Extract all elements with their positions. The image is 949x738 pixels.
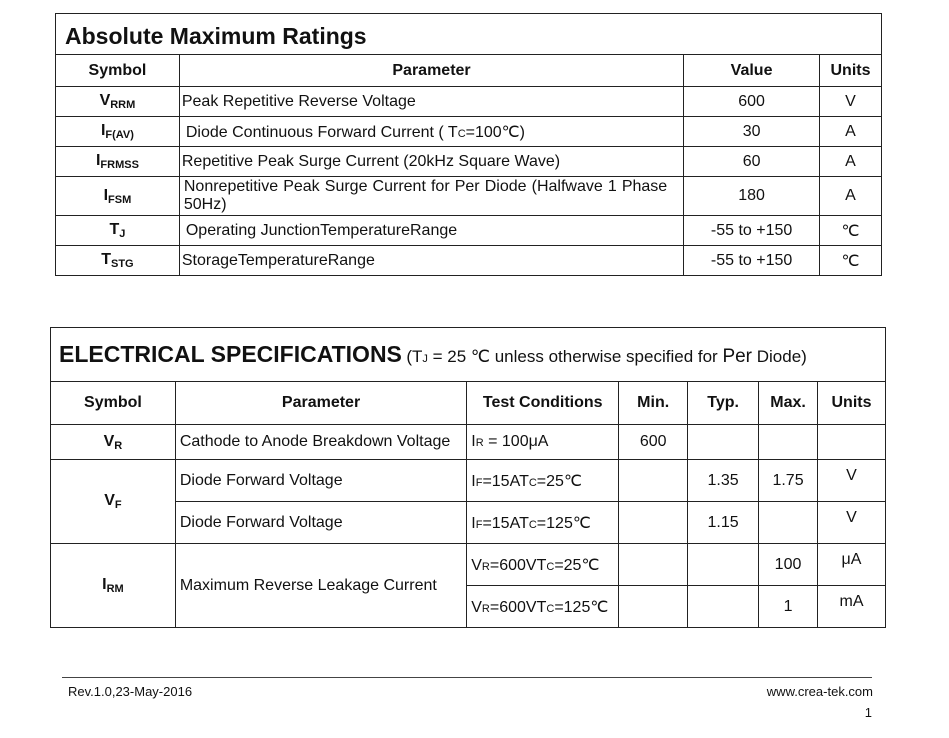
footer-divider [62,677,872,678]
typ-cell: 1.15 [688,502,759,544]
parameter-cell: Repetitive Peak Surge Current (20kHz Square Wave) [179,147,683,177]
parameter-cell: StorageTemperatureRange [179,246,683,276]
symbol-cell: $I_{FRMSS}$ [56,147,180,177]
absolute-maximum-ratings-table [55,13,882,276]
amr-header-symbol: Symbol [56,55,180,87]
symbol-cell: $V_F$ [51,460,176,544]
condition-cell: IF=15ATC=25℃ [467,460,619,502]
parameter-cell: Diode Forward Voltage [175,460,466,502]
symbol-cell: $I_{RM}$ [51,544,176,628]
typ-cell: 1.35 [688,460,759,502]
min-cell [619,502,688,544]
unit-cell: ℃ [819,216,881,246]
typ-cell [688,544,759,586]
value-cell: -55 to +150 [684,216,820,246]
symbol-cell: $T_{STG}$ [56,246,180,276]
min-cell [619,586,688,628]
max-cell [759,425,818,460]
symbol-cell: $V_R$ [51,425,176,460]
unit-cell: V [819,87,881,117]
es-header-typ: Typ. [688,382,759,425]
amr-row-ifrmss [56,147,882,177]
revision-text: Rev.1.0,23-May-2016 [68,684,193,699]
condition-cell: VR=600VTC=25℃ [467,544,619,586]
amr-row-tj [56,216,882,246]
es-header-min: Min. [619,382,688,425]
amr-row-ifav [56,117,882,147]
website-link[interactable]: www.crea-tek.com [766,684,873,699]
unit-cell: V [818,460,886,502]
symbol-cell: $I_{F(AV)}$ [56,117,180,147]
value-cell: 180 [684,177,820,216]
symbol-cell: $I_{FSM}$ [56,177,180,216]
parameter-cell: Operating JunctionTemperatureRange [179,216,683,246]
value-cell: 600 [684,87,820,117]
unit-cell: ℃ [819,246,881,276]
es-header-max: Max. [759,382,818,425]
parameter-cell: Diode Forward Voltage [175,502,466,544]
value-cell: 30 [684,117,820,147]
amr-row-tstg [56,246,882,276]
parameter-cell: Nonrepetitive Peak Surge Current for Per Diode (Halfwave 1 Phase 50Hz) [179,177,683,216]
value-cell: 60 [684,147,820,177]
es-header-test-conditions: Test Conditions [467,382,619,425]
amr-header-row [56,55,882,87]
unit-cell: A [819,177,881,216]
es-title: ELECTRICAL SPECIFICATIONS (TJ = 25 ℃ unless otherwise specified for Per Diode) [51,328,886,382]
parameter-cell: Cathode to Anode Breakdown Voltage [175,425,466,460]
es-row-vf-1 [51,460,886,502]
max-cell: 100 [759,544,818,586]
value-cell: -55 to +150 [684,246,820,276]
unit-cell: V [818,502,886,544]
typ-cell [688,586,759,628]
amr-row-vrrm [56,87,882,117]
unit-cell [818,425,886,460]
symbol-cell: $T_J$ [56,216,180,246]
amr-header-value: Value [684,55,820,87]
es-row-irm-1 [51,544,886,586]
min-cell [619,460,688,502]
max-cell: 1.75 [759,460,818,502]
max-cell [759,502,818,544]
min-cell [619,544,688,586]
parameter-cell: Peak Repetitive Reverse Voltage [179,87,683,117]
parameter-cell: Diode Continuous Forward Current ( TC=100℃) [179,117,683,147]
amr-title: Absolute Maximum Ratings [56,14,882,55]
max-cell: 1 [759,586,818,628]
unit-cell: A [819,117,881,147]
es-row-vr [51,425,886,460]
amr-header-parameter: Parameter [179,55,683,87]
condition-cell: IR = 100μA [467,425,619,460]
es-header-units: Units [818,382,886,425]
es-row-vf-2 [51,502,886,544]
min-cell: 600 [619,425,688,460]
unit-cell: μA [818,544,886,586]
unit-cell: mA [818,586,886,628]
page-number: 1 [864,705,872,720]
condition-cell: IF=15ATC=125℃ [467,502,619,544]
es-header-row [51,382,886,425]
amr-row-ifsm [56,177,882,216]
amr-header-units: Units [819,55,881,87]
unit-cell: A [819,147,881,177]
electrical-specifications-table [50,327,886,628]
symbol-cell: $V_{RRM}$ [56,87,180,117]
parameter-cell: Maximum Reverse Leakage Current [175,544,466,628]
es-header-symbol: Symbol [51,382,176,425]
typ-cell [688,425,759,460]
es-header-parameter: Parameter [175,382,466,425]
condition-cell: VR=600VTC=125℃ [467,586,619,628]
